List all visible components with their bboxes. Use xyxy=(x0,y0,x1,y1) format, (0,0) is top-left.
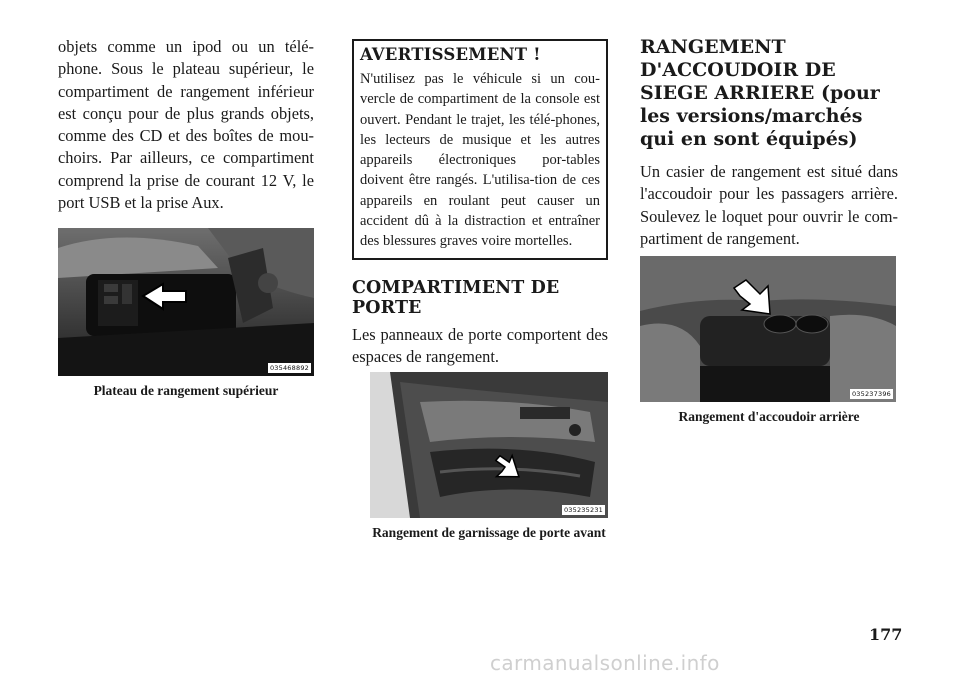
warning-box xyxy=(352,39,608,260)
figure-caption: Rangement d'accoudoir arrière xyxy=(678,409,860,425)
warning-text: N'utilisez pas le véhicule si un cou-vercle de compartiment de la console est ouvert. Pendant le trajet, les télé-phones, les lecteurs de musique et les autres appareils électroniques por-tables doivent être rangés. L'utilisa-tion de ces appareils en roulant peut causer un accident dû à la distraction et entraîner des blessures graves voire mortelles. xyxy=(360,71,600,250)
figure-code: 035468892 xyxy=(269,364,309,373)
door-trim-illustration xyxy=(370,372,608,518)
figure-code: 035237396 xyxy=(851,390,891,399)
left-column xyxy=(58,36,314,399)
upper-tray-photo xyxy=(58,228,314,376)
section-heading: COMPARTIMENT DE PORTE xyxy=(352,277,560,318)
figure-code: 035235231 xyxy=(563,506,603,515)
section-heading: RANGEMENT D'ACCOUDOIR DE SIEGE ARRIERE (pour les versions/marchés qui en sont équipés) xyxy=(640,36,880,150)
rear-armrest-photo xyxy=(640,256,896,402)
watermark: carmanualsonline.info xyxy=(490,651,720,675)
console-storage-paragraph: objets comme un ipod ou un télé-phone. Sous le plateau supérieur, le compartiment de rangement inférieur est conçu pour de plus grands objets, comme des CD et des boîtes de mou-choirs. Par ailleurs, ce compartiment comprend la prise de courant 12 V, le port USB et la prise Aux. xyxy=(58,37,314,213)
rear-armrest-illustration xyxy=(640,256,896,402)
upper-tray-illustration xyxy=(58,228,314,376)
right-column xyxy=(640,36,898,425)
figure-caption: Rangement de garnissage de porte avant xyxy=(372,525,606,541)
rear-armrest-paragraph: Un casier de rangement est situé dans l'accoudoir pour les passagers arrière. Soulevez le loquet pour ouvrir le com-partiment de rangement. xyxy=(640,162,898,248)
warning-title: AVERTISSEMENT ! xyxy=(360,45,541,64)
figure-caption: Plateau de rangement supérieur xyxy=(93,383,279,399)
middle-column xyxy=(352,36,608,541)
page-number: 177 xyxy=(869,625,903,644)
door-storage-paragraph: Les panneaux de porte comportent des espaces de rangement. xyxy=(352,324,608,366)
door-trim-photo xyxy=(370,372,608,518)
